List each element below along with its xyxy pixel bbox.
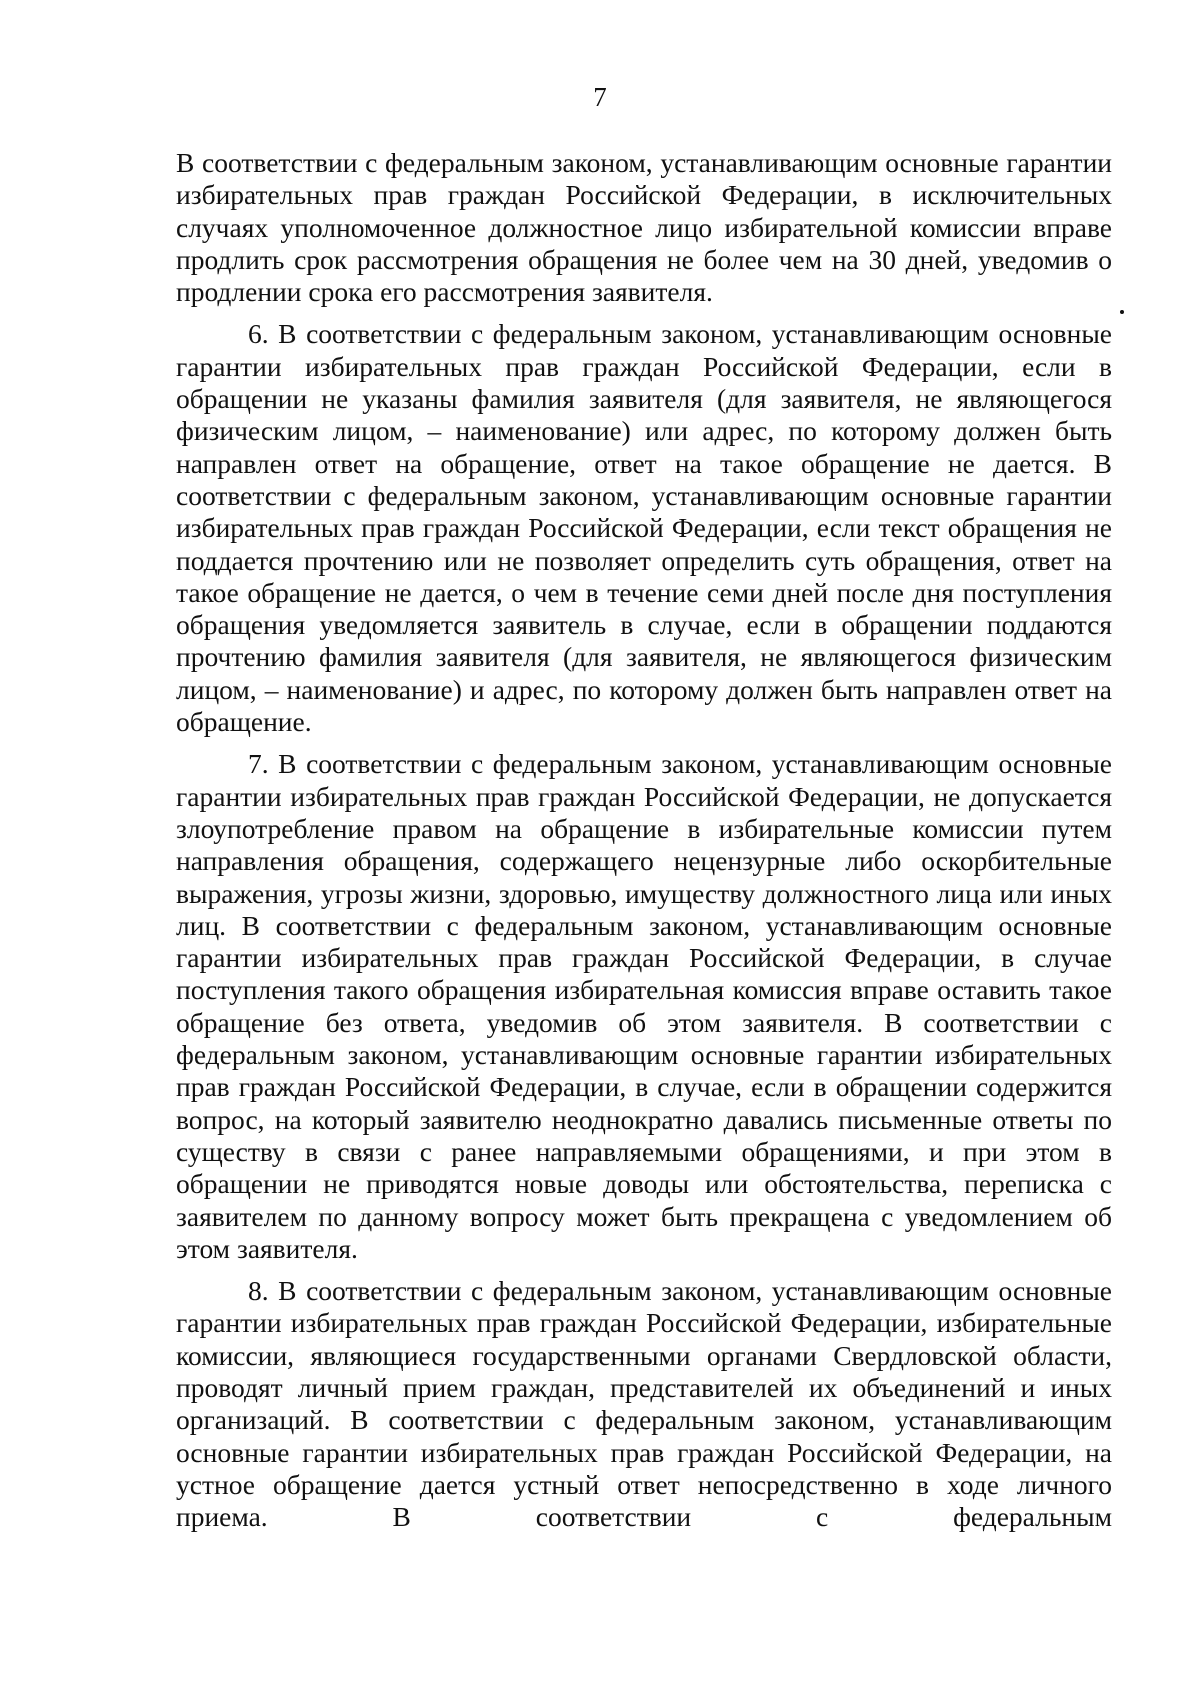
scan-artifact-dot <box>1120 310 1124 314</box>
paragraph-continuation: В соответствии с федеральным законом, устанавливающим основные гарантии избирательных прав граждан Российской Федерации, в исключительных случаях уполномоченное должностное лицо избирательной комиссии вправе продлить срок рассмотрения обращения не более чем на 30 дней, уведомив о продлении срока его рассмотрения заявителя. <box>176 147 1112 308</box>
paragraph-item-6: 6. В соответствии с федеральным законом, устанавливающим основные гарантии избирательных прав граждан Российской Федерации, если в обращении не указаны фамилия заявителя (для заявителя, не являющегося физическим лицом, – наименование) или адрес, по которому должен быть направлен ответ на обращение, ответ на такое обращение не дается. В соответствии с федеральным законом, устанавливающим основные гарантии избирательных прав граждан Российской Федерации, если текст обращения не поддается прочтению или не позволяет определить суть обращения, ответ на такое обращение не дается, о чем в течение семи дней после дня поступления обращения уведомляется заявитель в случае, если в обращении поддаются прочтению фамилия заявителя (для заявителя, не являющегося физическим лицом, – наименование) и адрес, по которому должен быть направлен ответ на обращение. <box>176 318 1112 738</box>
document-body <box>176 147 1112 1543</box>
paragraph-item-7: 7. В соответствии с федеральным законом, устанавливающим основные гарантии избирательных прав граждан Российской Федерации, не допускается злоупотребление правом на обращение в избирательные комиссии путем направления обращения, содержащего нецензурные либо оскорбительные выражения, угрозы жизни, здоровью, имуществу должностного лица или иных лиц. В соответствии с федеральным законом, устанавливающим основные гарантии избирательных прав граждан Российской Федерации, в случае поступления такого обращения избирательная комиссия вправе оставить такое обращение без ответа, уведомив об этом заявителя. В соответствии с федеральным законом, устанавливающим основные гарантии избирательных прав граждан Российской Федерации, в случае, если в обращении содержится вопрос, на который заявителю неоднократно давались письменные ответы по существу в связи с ранее направляемыми обращениями, и при этом в обращении не приводятся новые доводы или обстоятельства, переписка с заявителем по данному вопросу может быть прекращена с уведомлением об этом заявителя. <box>176 748 1112 1264</box>
paragraph-item-8: 8. В соответствии с федеральным законом, устанавливающим основные гарантии избирательных прав граждан Российской Федерации, избирательные комиссии, являющиеся государственными органами Свердловской области, проводят личный прием граждан, представителей их объединений и иных организаций. В соответствии с федеральным законом, устанавливающим основные гарантии избирательных прав граждан Российской Федерации, на устное обращение дается устный ответ непосредственно в ходе личного приема. В соответствии с федеральным <box>176 1275 1112 1533</box>
page-number: 7 <box>593 82 607 112</box>
